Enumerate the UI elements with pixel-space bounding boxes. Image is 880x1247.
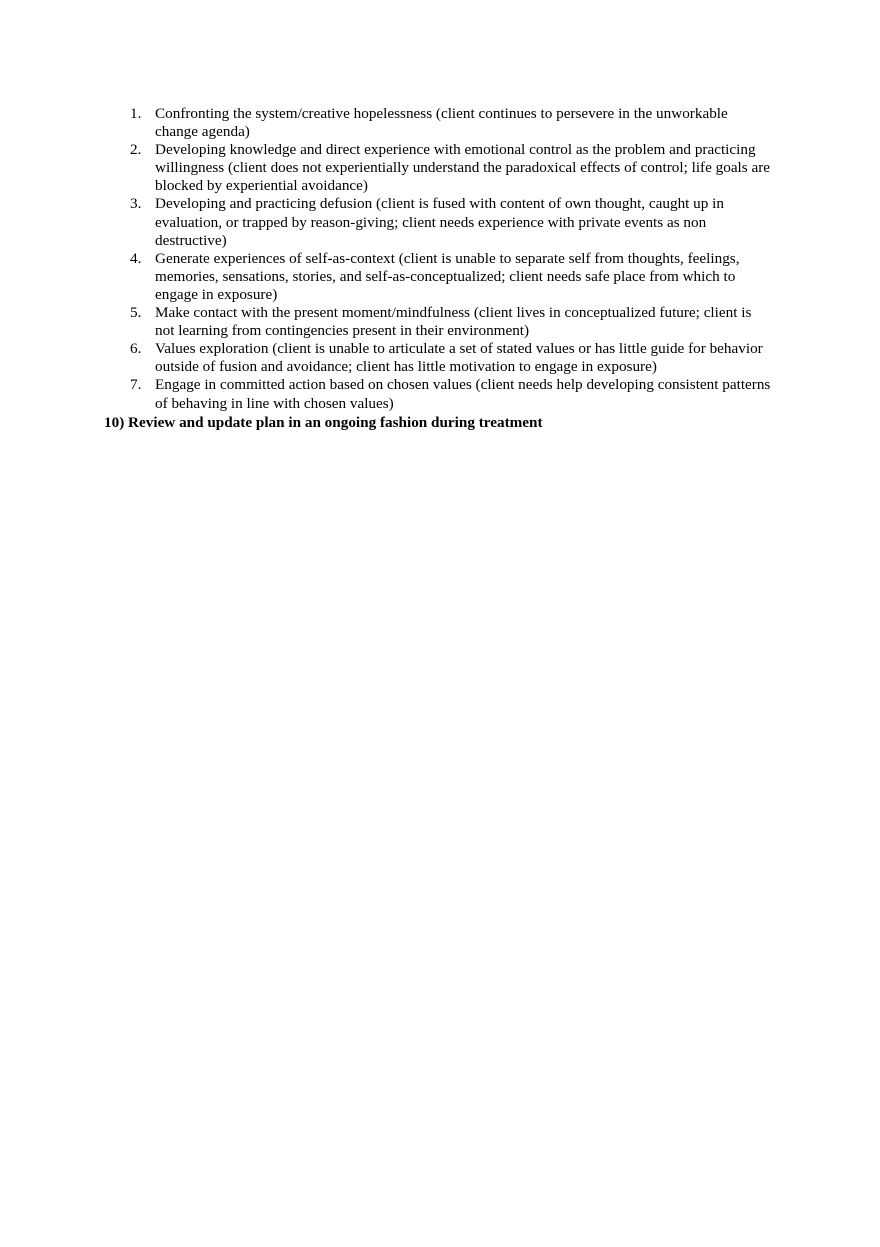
list-item [126, 195, 771, 249]
list-item [126, 141, 771, 195]
list-item-number: 4. [130, 249, 142, 267]
list-item-text: Generate experiences of self-as-context (client is unable to separate self from thoughts, feelings, memories, sensations, stories, and self-as-conceptualized; client needs safe place from which to engage in exposure) [155, 249, 740, 303]
list-item-number: 3. [130, 195, 142, 213]
step-10-heading: 10) Review and update plan in an ongoing fashion during treatment [104, 414, 543, 431]
list-item-number: 7. [130, 376, 142, 394]
list-item [126, 250, 771, 304]
list-item-text: Developing and practicing defusion (client is fused with content of own thought, caught up in evaluation, or trapped by reason-giving; client needs experience with private events as non destructive) [155, 195, 724, 249]
list-item [126, 340, 771, 376]
list-item-number: 1. [130, 105, 142, 122]
list-item-text: Engage in committed action based on chosen values (client needs help developing consistent patterns of behaving in line with chosen values) [155, 376, 771, 412]
list-item [126, 304, 771, 340]
list-item-text: Confronting the system/creative hopelessness (client continues to persevere in the unworkable change agenda) [155, 105, 728, 141]
list-item-number: 2. [130, 141, 142, 159]
list-item-number: 6. [130, 340, 142, 358]
list-item [126, 105, 771, 141]
list-item-text: Make contact with the present moment/mindfulness (client lives in conceptualized future; client is not learning from contingencies present in their environment) [155, 304, 752, 340]
numbered-list [126, 105, 771, 413]
list-item-text: Values exploration (client is unable to articulate a set of stated values or has little guide for behavior outside of fusion and avoidance; client has little motivation to engage in exposure) [155, 340, 763, 376]
list-item [126, 376, 771, 412]
list-item-number: 5. [130, 304, 142, 322]
list-item-text: Developing knowledge and direct experience with emotional control as the problem and practicing willingness (client does not experientially understand the paradoxical effects of control; life goals are blocked by experiential avoidance) [155, 141, 771, 195]
